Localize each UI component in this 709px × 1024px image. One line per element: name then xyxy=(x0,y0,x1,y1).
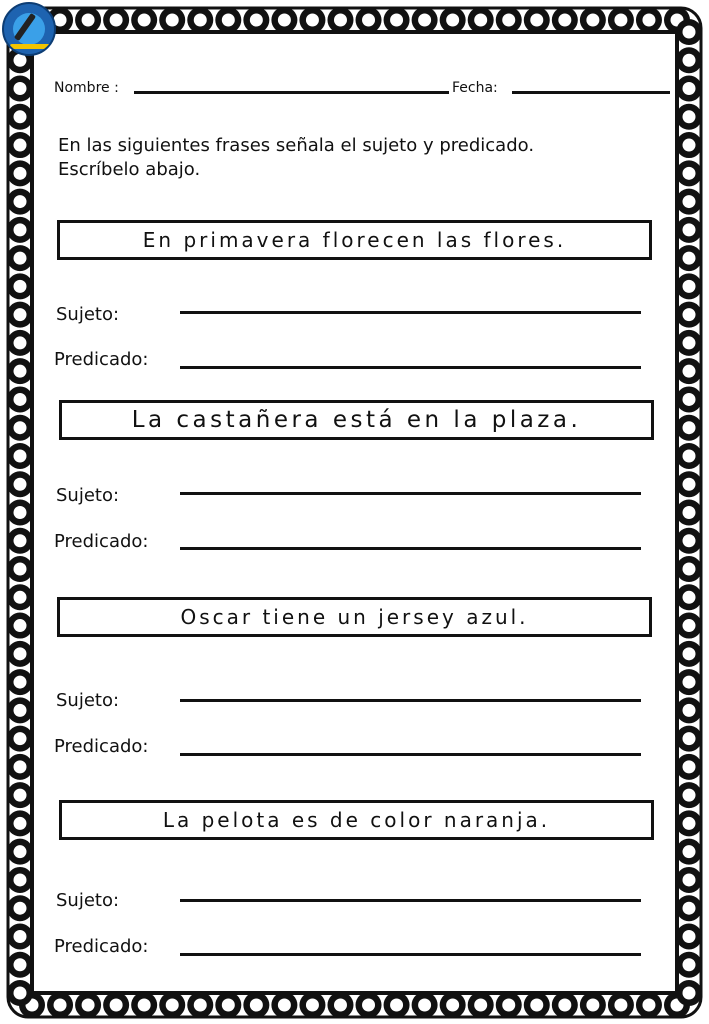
subject-label-4: Sujeto: xyxy=(56,890,120,911)
subject-answer-line-1[interactable] xyxy=(180,311,641,314)
sentence-text: Oscar tiene un jersey azul. xyxy=(180,605,529,629)
predicate-label-3: Predicado: xyxy=(54,736,149,757)
sentence-box-4 xyxy=(59,800,654,840)
instructions-line-2: Escríbelo abajo. xyxy=(58,159,201,180)
predicate-answer-line-1[interactable] xyxy=(180,366,641,369)
predicate-answer-line-2[interactable] xyxy=(180,547,641,550)
subject-answer-line-2[interactable] xyxy=(180,492,641,495)
predicate-label-2: Predicado: xyxy=(54,531,149,552)
school-logo-icon xyxy=(2,2,56,56)
subject-answer-line-4[interactable] xyxy=(180,899,641,902)
predicate-answer-line-3[interactable] xyxy=(180,753,641,756)
predicate-label-1: Predicado: xyxy=(54,349,149,370)
sentence-box-3 xyxy=(57,597,652,637)
instructions-line-1: En las siguientes frases señala el sujeto y predicado. xyxy=(58,135,535,156)
predicate-answer-line-4[interactable] xyxy=(180,953,641,956)
date-write-line[interactable] xyxy=(512,91,670,94)
sentence-box-1 xyxy=(57,220,652,260)
subject-answer-line-3[interactable] xyxy=(180,699,641,702)
name-label: Nombre : xyxy=(54,80,119,96)
instructions xyxy=(58,134,658,182)
sentence-text: La castañera está en la plaza. xyxy=(131,407,582,433)
name-write-line[interactable] xyxy=(134,91,449,94)
date-label: Fecha: xyxy=(452,80,498,96)
sentence-box-2 xyxy=(59,400,654,440)
predicate-label-4: Predicado: xyxy=(54,936,149,957)
subject-label-1: Sujeto: xyxy=(56,304,120,325)
subject-label-2: Sujeto: xyxy=(56,485,120,506)
sentence-text: En primavera florecen las flores. xyxy=(142,228,567,252)
subject-label-3: Sujeto: xyxy=(56,690,120,711)
sentence-text: La pelota es de color naranja. xyxy=(162,808,551,832)
